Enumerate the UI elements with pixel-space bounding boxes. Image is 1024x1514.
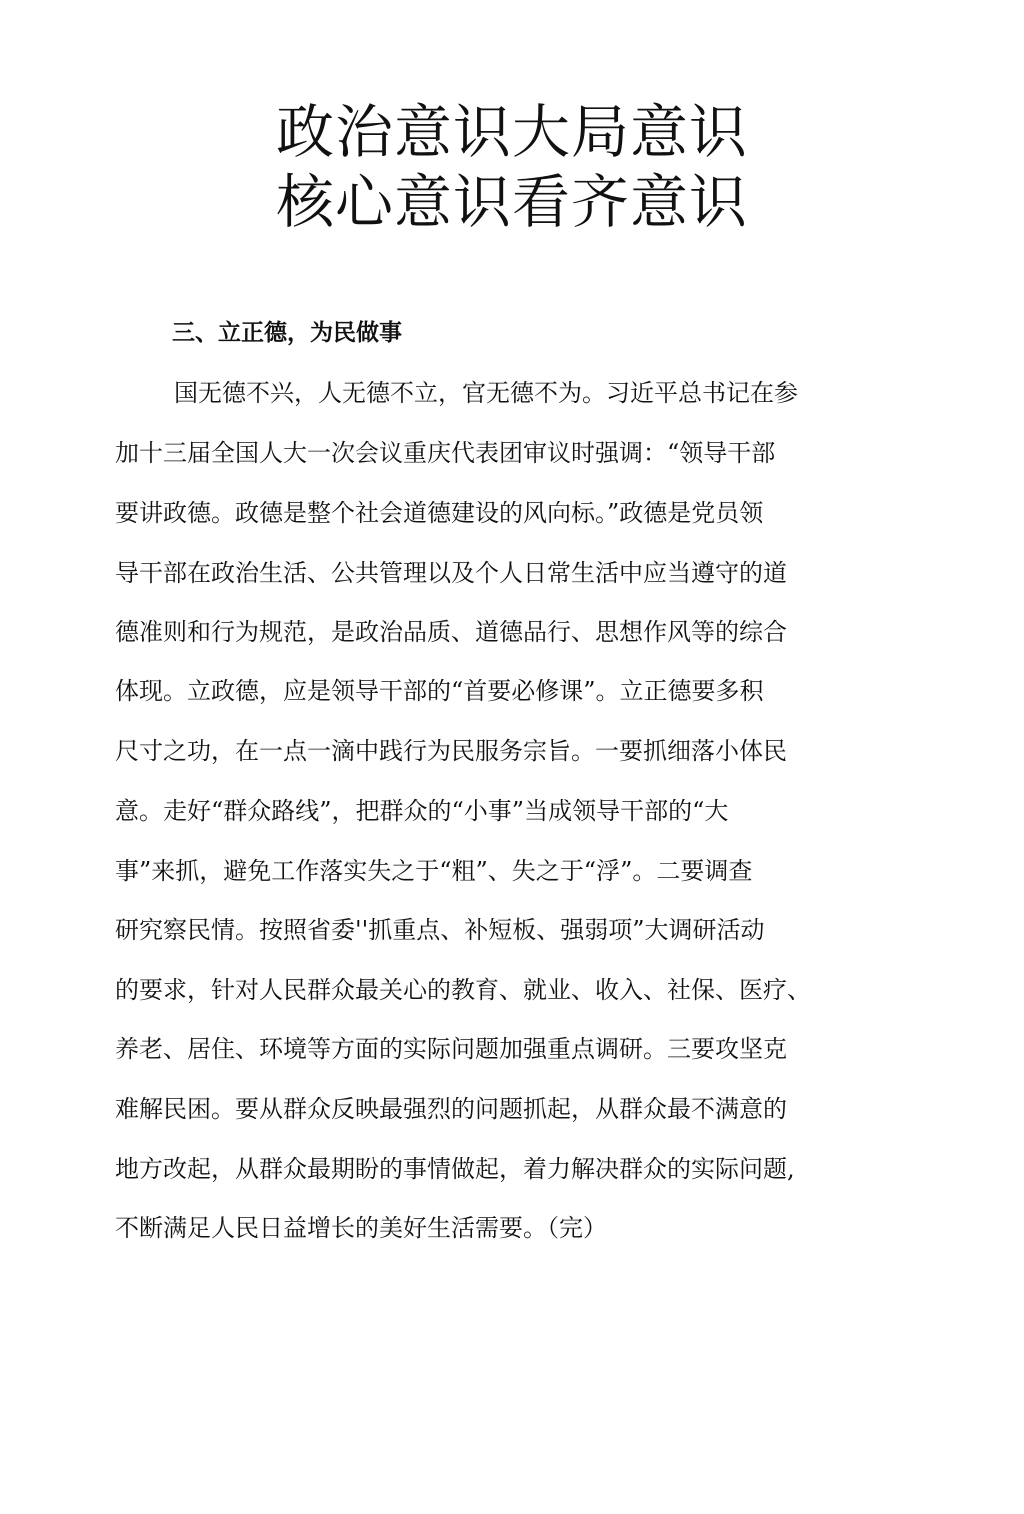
body-line: 难解民困。要从群众反映最强烈的问题抓起，从群众最不满意的: [115, 1095, 787, 1123]
body-line: 研究察民情。按照省委''抓重点、补短板、强弱项”大调研活动: [115, 916, 765, 944]
body-line: 意。走好“群众路线”，把群众的“小事”当成领导干部的“大: [115, 797, 729, 825]
body-line: 国无德不兴，人无德不立，官无德不为。习近平总书记在参: [174, 379, 798, 407]
body-line: 要讲政德。政德是整个社会道德建设的风向标。”政德是党员领: [115, 499, 764, 527]
body-line: 加十三届全国人大一次会议重庆代表团审议时强调：“领导干部: [115, 439, 776, 467]
title-line-1: 政治意识大局意识: [275, 98, 748, 166]
section-heading: 三、立正德，为民做事: [172, 319, 402, 346]
body-line: 尺寸之功，在一点一滴中践行为民服务宗旨。一要抓细落小体民: [115, 737, 787, 765]
body-line: 地方改起，从群众最期盼的事情做起，着力解决群众的实际问题,: [115, 1155, 795, 1183]
body-line: 德准则和行为规范，是政治品质、道德品行、思想作风等的综合: [115, 618, 787, 646]
title-line-2: 核心意识看齐意识: [275, 168, 748, 236]
body-line: 体现。立政德，应是领导干部的“首要必修课”。立正德要多积: [115, 677, 764, 705]
body-line: 事”来抓，避免工作落实失之于“粗”、失之于“浮”。二要调查: [115, 857, 753, 885]
body-line: 导干部在政治生活、公共管理以及个人日常生活中应当遵守的道: [115, 559, 787, 587]
body-line: 养老、居住、环境等方面的实际问题加强重点调研。三要攻坚克: [115, 1035, 787, 1063]
body-line: 不断满足人民日益增长的美好生活需要。（完）: [115, 1214, 607, 1242]
body-line: 的要求，针对人民群众最关心的教育、就业、收入、社保、医疗、: [115, 976, 811, 1004]
